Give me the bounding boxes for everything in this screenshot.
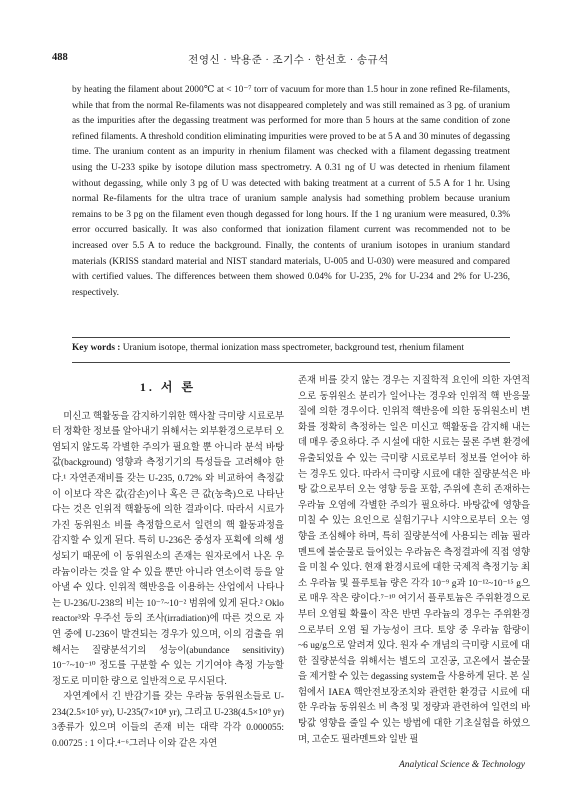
page-number: 488: [52, 52, 68, 63]
right-column: [298, 374, 530, 748]
left-paragraph-2: 자연계에서 긴 반감기를 갖는 우라늄 동위원소들로 U-234(2.5×10⁵ yr), U-235(7×10⁸ yr), 그리고 U-238(4.5×10⁹ yr) 3종류가 있으며 이들의 존재 비는 대략 각각 0.000055: 0.00725 : 1 이다.⁴⁻⁶그러나 이와 같은 자연: [52, 692, 284, 750]
keywords-text: Uranium isotope, thermal ionization mass spectrometer, background test, rhenium filament: [120, 343, 464, 353]
journal-footer: Analytical Science & Technology: [398, 760, 525, 770]
left-column: [52, 380, 284, 753]
running-header: [52, 52, 525, 68]
section-title: 1. 서 론: [139, 380, 197, 394]
abstract: [72, 83, 510, 301]
keywords: [72, 343, 510, 353]
abstract-text: by heating the filament about 2000℃ at < 10⁻⁷ torr of vacuum for more than 1.5 hour in zone refined Re-filaments, while that from the normal Re-filaments was not disappeared completely and was still remained as 3 pg. of uranium as the impurities after the degassing treatment was performed for more than 5 hours at the same condition of zone refined filaments. A threshold condition eliminating impurities were proved to be at 5 A and 30 minutes of degassing time. The uranium content as an impurity in rhenium filament was checked with a filament degassing treatment using the U-233 spike by isotope dilution mass spectrometry. A 0.31 ng of U was detected in rhenium filament without degassing, while only 3 pg of U was detected with baking treatment at a current of 5.5 A for 1 hr. Using normal Re-filaments for the ultra trace of uranium sample analysis had something problem because uranium remains to be 3 pg on the filament even though degassed for long hours. If the 1 ng uranium were measured, 0.3% error occurred basically. It was also conformed that ionization filament current was recommended not to be increased over 5.5 A to reduce the background. Finally, the contents of uranium isotopes in uranium standard materials (KRISS standard material and NIST standard materials, U-005 and U-030) were measured and compared with certified values. The differences between them showed 0.04% for U-235, 2% for U-234 and 2% for U-236, respectively.: [72, 85, 510, 298]
left-paragraph-1: 미신고 핵활동을 감지하기위한 핵사찰 극미량 시료로부터 정확한 정보를 알아내기 위해서는 외부환경으로부터 오염되지 않도록 각별한 주의가 필요할 뿐 아니라 분석 바탕값(background) 영향과 측정기기의 특성들을 고려해야 한다.¹ 자연존재비를 갖는 U-235, 0.72% 와 비교하여 측정값이 이보다 작은 값(감손)이나 혹은 큰 값(농축)으로 나타난다는 것은 인위적 핵활동에 의한 결과이다. 따라서 시료가 가진 동위원소 비를 측정함으로서 일련의 핵 활동과정을 감지할 수 있게 된다. 특히 U-236은 중성자 포획에 의해 생성되기 때문에 이 동위원소의 존재는 원자로에서 나온 우라늄이라는 것을 알 수 있을 뿐만 아니라 연소이력 등을 알아낼 수 있다. 인위적 핵반응을 이용하는 산업에서 나타나는 U-236/U-238의 비는 10⁻⁷~10⁻² 범위에 있게 된다.² Oklo reactor³와 우주선 등의 조사(irradiation)에 따른 것으로 자연 중에 U-236이 발견되는 경우가 있으며, 이의 검출을 위해서는 질량분석기의 성능이(abundance sensitivity) 10⁻⁷~10⁻¹⁰ 정도를 구분할 수 있는 기기여야 측정 가능할 정도로 미미한 량으로 일반적으로 무시된다.: [52, 411, 284, 687]
header-authors: 전영신 · 박용준 · 조기수 · 한선호 · 송규석: [188, 55, 389, 66]
right-paragraph-1: 존재 비를 갖지 않는 경우는 지질학적 요인에 의한 자연적으로 동위원소 분리가 일어나는 경우와 인위적 핵 반응물질에 의한 경우이다. 인위적 핵반응에 의한 동위원소비 변화를 정확히 측정하는 일은 미신고 핵활동을 감지해 내는데 매우 중요하다. 주 시설에 대한 시료는 물론 주변 환경에 유출되었을 수 있는 극미량 시료로부터 정보를 얻어야 하는 경우도 있다. 따라서 극미량 시료에 대한 질량분석은 바탕 값으로부터 오는 영향 등을 포함, 주위에 흔히 존재하는 우라늄 오염에 각별한 주의가 필요하다. 바탕값에 영향을 미칠 수 있는 요인으로 실험기구나 시약으로부터 오는 영향을 조심해야 하며, 특히 질량분석에 사용되는 레늄 필라멘트에 불순물로 들어있는 우라늄은 측정결과에 직접 영향을 미칠 수 있다. 현재 환경시료에 대한 국제적 측정기능 최소 우라늄 및 플루토늄 량은 각각 10⁻⁹ g과 10⁻¹²~10⁻¹⁵ g으로 매우 작은 량이다.⁷⁻¹⁰ 여기서 플루토늄은 주위환경으로부터 오염될 확률이 작은 반면 우라늄의 경우는 주위환경으로부터 오염 될 가능성이 크다. 토양 중 우라늄 함량이 ~6 ug/g으로 알려져 있다. 원자 수 개념의 극미량 시료에 대한 질량분석을 위해서는 별도의 고진공, 고온에서 불순물을 제거할 수 있는 degassing system을 사용하게 된다. 본 실험에서 IAEA 핵안전보장조치와 관련한 환경급 시료에 대한 우라늄 동위원소 비 측정 및 정량과 관련하여 일련의 바탕값 영향을 줄일 수 있는 방법에 대한 기초실험을 하였으며, 고순도 필라멘트와 일반 필: [298, 376, 530, 745]
keywords-divider-bottom: [72, 362, 510, 363]
keywords-label: Key words :: [72, 343, 121, 353]
keywords-divider-top: [72, 337, 510, 338]
